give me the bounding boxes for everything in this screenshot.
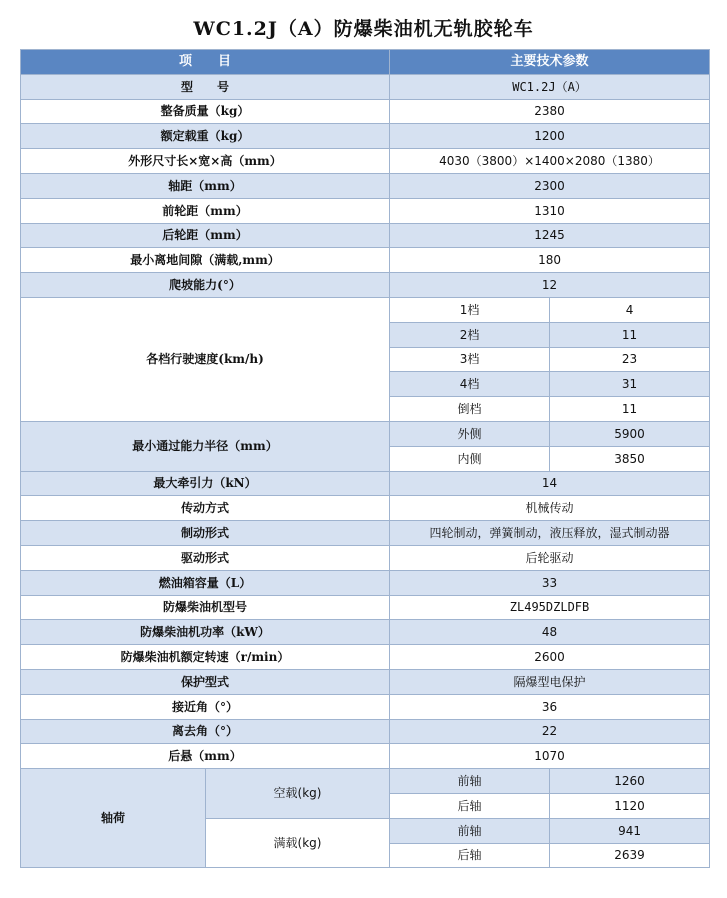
row-label: 后轮距（mm） [21,223,390,248]
table-row [21,297,710,322]
gear-value: 11 [550,322,710,347]
axle-rear-label: 后轴 [390,793,550,818]
table-row [21,620,710,645]
axle-front-value: 1260 [550,769,710,794]
row-label: 最小离地间隙（满载,mm） [21,248,390,273]
table-row [21,645,710,670]
row-value: 1070 [390,744,710,769]
row-label: 防爆柴油机功率（kW） [21,620,390,645]
turning-value: 3850 [550,446,710,471]
turning-side: 外侧 [390,421,550,446]
row-label: 爬坡能力(°） [21,273,390,298]
row-value: 隔爆型电保护 [390,669,710,694]
row-value: 2380 [390,99,710,124]
gear-label: 4档 [390,372,550,397]
table-row [21,545,710,570]
turning-value: 5900 [550,421,710,446]
row-label: 防爆柴油机型号 [21,595,390,620]
gear-label: 2档 [390,322,550,347]
table-row [21,223,710,248]
table-row [21,471,710,496]
table-row [21,149,710,174]
row-label: 最大牵引力（kN） [21,471,390,496]
gear-value: 23 [550,347,710,372]
axle-rear-value: 1120 [550,793,710,818]
row-value: 180 [390,248,710,273]
table-row [21,719,710,744]
row-value: 1245 [390,223,710,248]
spec-table [20,49,710,868]
axle-empty-label: 空载(kg) [206,769,390,819]
gear-value: 4 [550,297,710,322]
row-label: 接近角（°） [21,694,390,719]
row-label: 保护型式 [21,669,390,694]
header-param: 主要技术参数 [390,50,710,75]
row-value: 2600 [390,645,710,670]
table-row [21,694,710,719]
table-header-row [21,50,710,75]
gear-label: 3档 [390,347,550,372]
table-row [21,595,710,620]
axle-front-value: 941 [550,818,710,843]
gear-label: 1档 [390,297,550,322]
table-row [21,496,710,521]
axle-label: 轴荷 [21,769,206,868]
row-value: 1310 [390,198,710,223]
table-row [21,124,710,149]
row-value: 22 [390,719,710,744]
row-label: 离去角（°） [21,719,390,744]
row-value: 1200 [390,124,710,149]
row-value: 48 [390,620,710,645]
row-value: 33 [390,570,710,595]
row-label: 整备质量（kg） [21,99,390,124]
row-value: 12 [390,273,710,298]
axle-front-label: 前轴 [390,818,550,843]
speed-label: 各档行驶速度(km/h) [21,297,390,421]
row-label: 驱动形式 [21,545,390,570]
table-row [21,769,710,794]
gear-label: 倒档 [390,397,550,422]
row-value: 4030（3800）×1400×2080（1380） [390,149,710,174]
row-value: 四轮制动，弹簧制动，液压释放，湿式制动器 [390,521,710,546]
row-value: 后轮驱动 [390,545,710,570]
table-row [21,570,710,595]
row-value: 2300 [390,173,710,198]
table-row [21,521,710,546]
row-label: 轴距（mm） [21,173,390,198]
axle-full-label: 满载(kg) [206,818,390,868]
row-label: 型 号 [21,74,390,99]
header-item: 项 目 [21,50,390,75]
row-label: 防爆柴油机额定转速（r/min） [21,645,390,670]
table-row [21,74,710,99]
row-value: ZL495DZLDFB [390,595,710,620]
row-value: 36 [390,694,710,719]
page-title: WC1.2J（A）防爆柴油机无轨胶轮车 [193,18,534,40]
row-label: 燃油箱容量（L） [21,570,390,595]
turning-side: 内侧 [390,446,550,471]
row-label: 制动形式 [21,521,390,546]
row-label: 后悬（mm） [21,744,390,769]
axle-rear-value: 2639 [550,843,710,868]
table-row [21,669,710,694]
row-label: 前轮距（mm） [21,198,390,223]
table-row [21,99,710,124]
table-row [21,173,710,198]
gear-value: 31 [550,372,710,397]
table-row [21,248,710,273]
axle-front-label: 前轴 [390,769,550,794]
table-row [21,273,710,298]
gear-value: 11 [550,397,710,422]
row-label: 传动方式 [21,496,390,521]
table-row [21,744,710,769]
axle-rear-label: 后轴 [390,843,550,868]
table-row [21,198,710,223]
row-value: 机械传动 [390,496,710,521]
row-value: 14 [390,471,710,496]
row-label: 外形尺寸长×宽×高（mm） [21,149,390,174]
turning-label: 最小通过能力半径（mm） [21,421,390,471]
row-label: 额定载重（kg） [21,124,390,149]
row-value: WC1.2J（A） [390,74,710,99]
table-row [21,421,710,446]
